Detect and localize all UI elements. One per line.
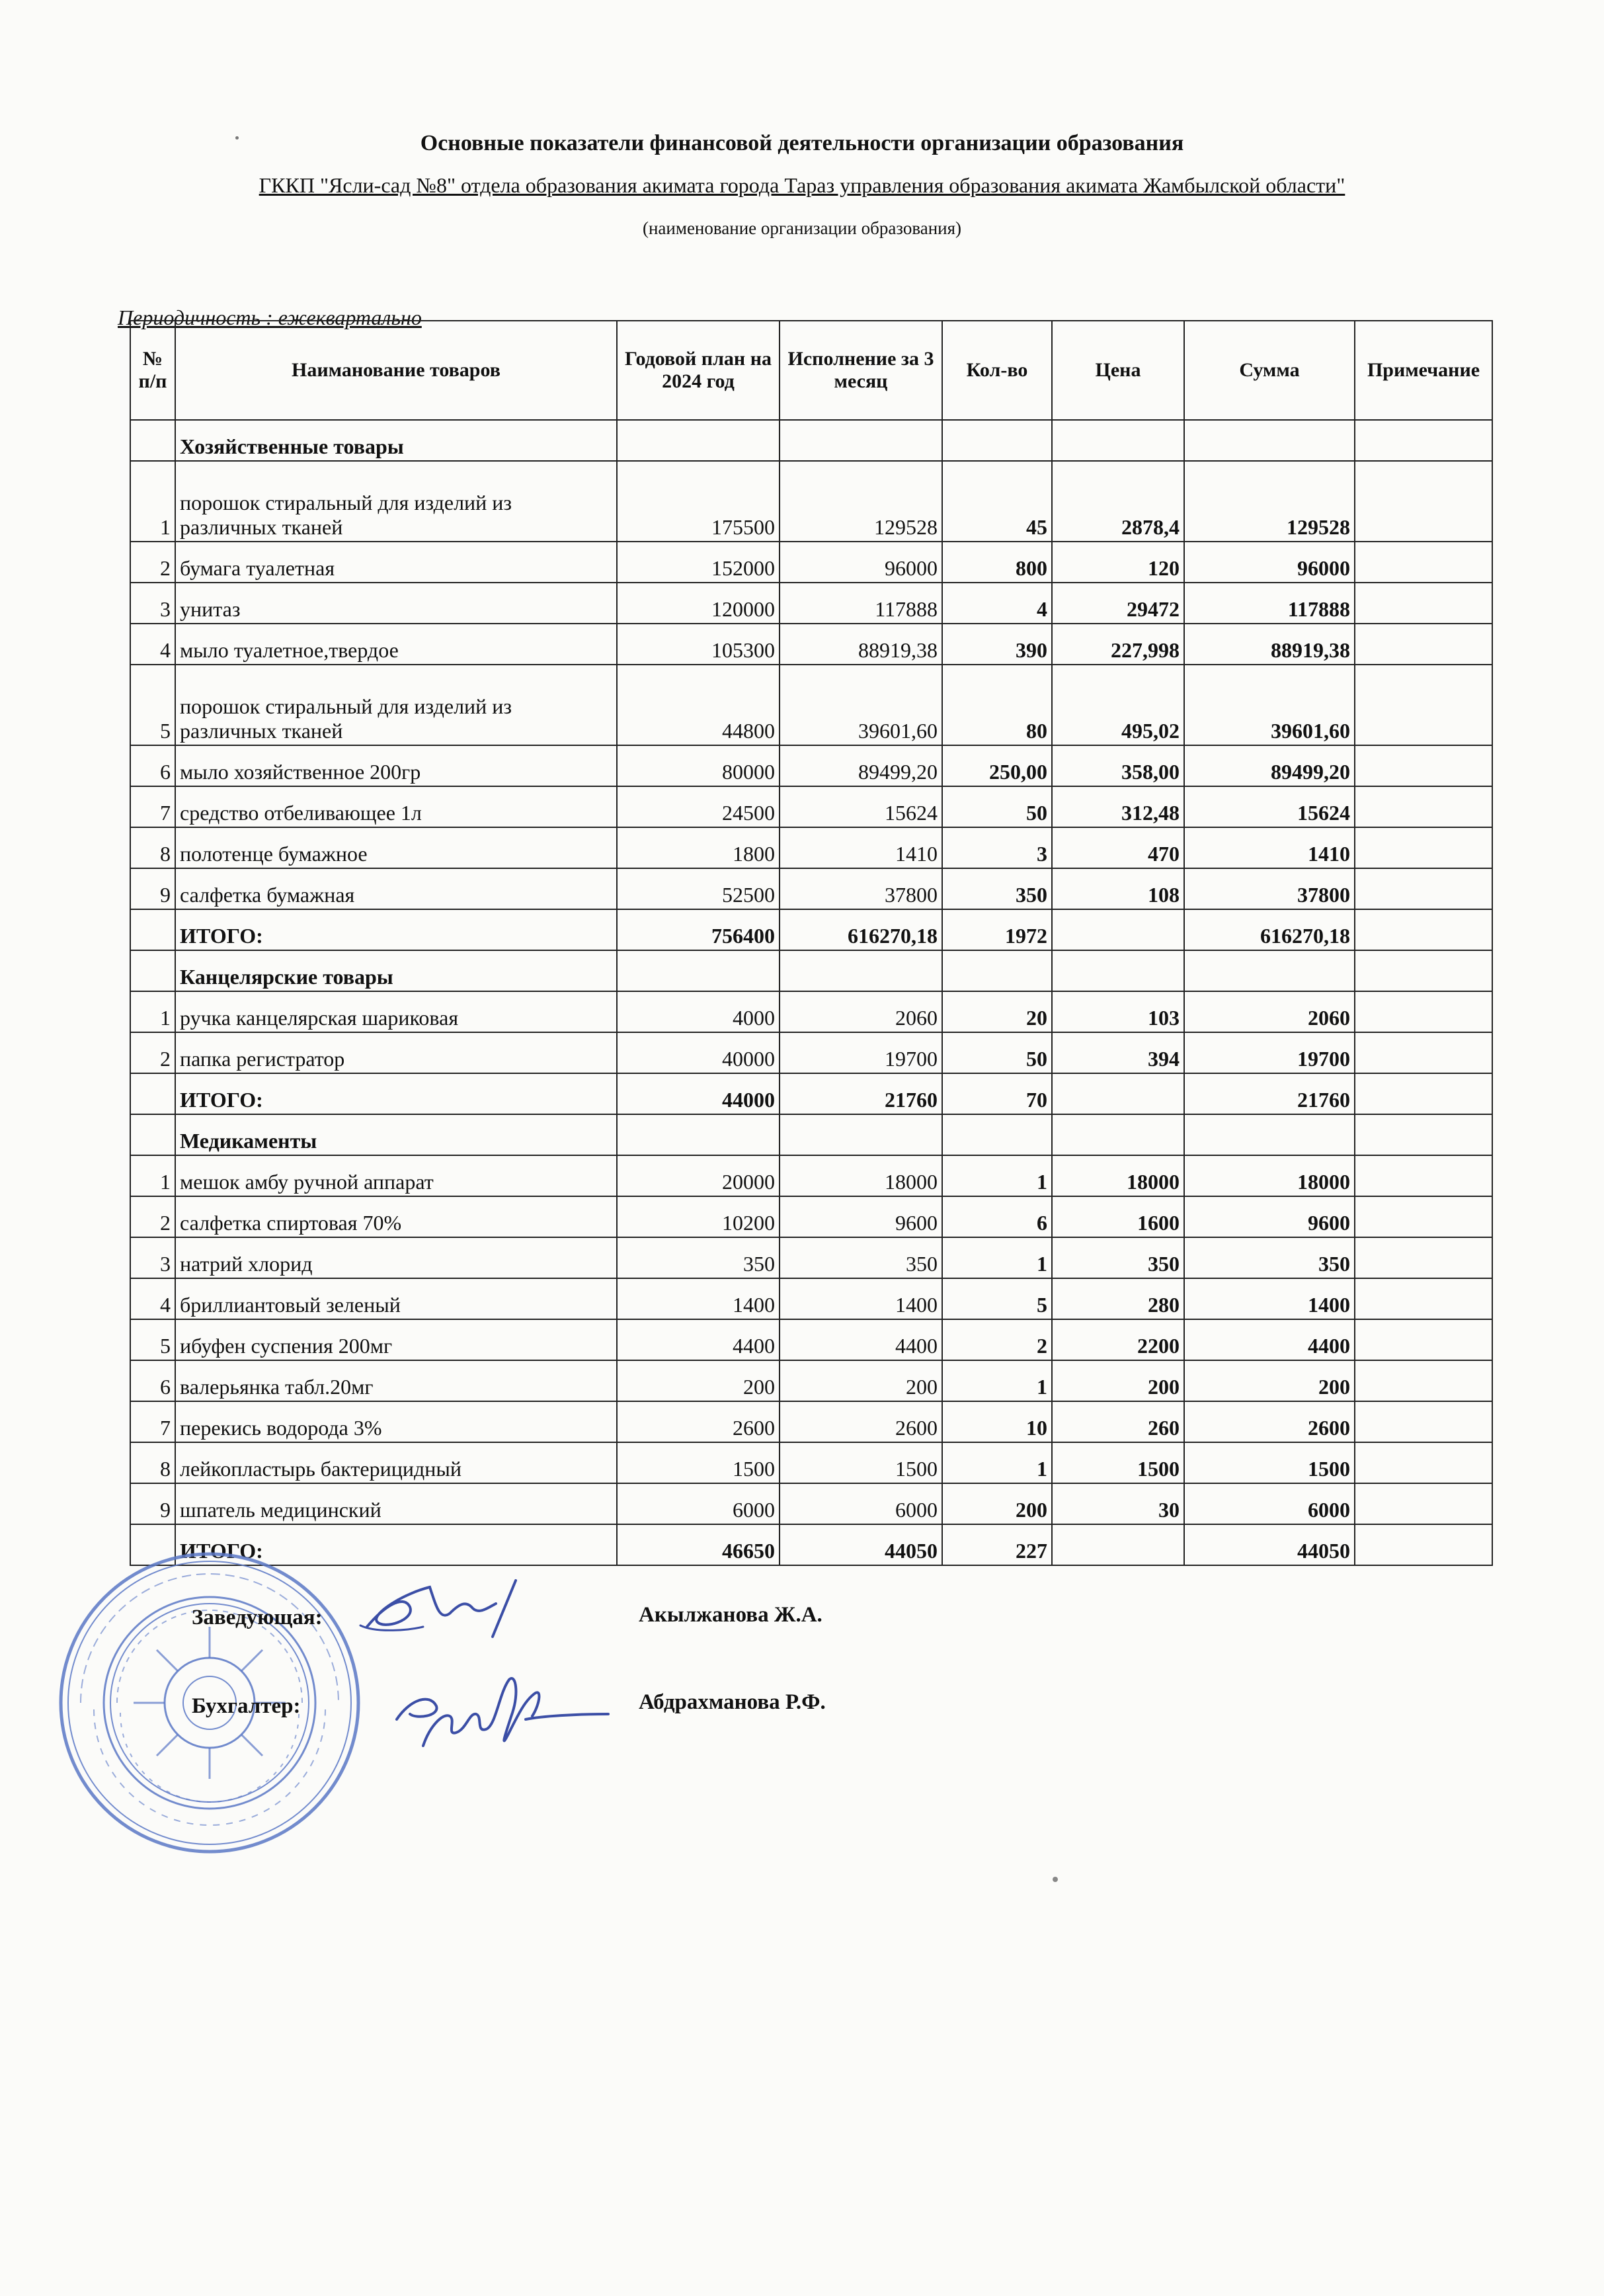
cell-execution: 39601,60 bbox=[780, 665, 942, 745]
cell-note bbox=[1355, 1442, 1492, 1483]
total-execution: 44050 bbox=[780, 1524, 942, 1565]
table-row bbox=[130, 1032, 1492, 1073]
cell-plan: 20000 bbox=[617, 1155, 780, 1196]
cell-execution: 117888 bbox=[780, 583, 942, 624]
cell-note bbox=[1355, 1196, 1492, 1237]
cell-quantity: 1 bbox=[942, 1155, 1052, 1196]
accountant-label: Бухгалтер: bbox=[192, 1694, 301, 1718]
cell-name: порошок стиральный для изделий из различных тканей bbox=[175, 665, 617, 745]
cell-sum: 1400 bbox=[1184, 1278, 1355, 1319]
total-label: ИТОГО: bbox=[175, 1524, 617, 1565]
cell-number: 4 bbox=[130, 1278, 175, 1319]
cell-plan: 52500 bbox=[617, 868, 780, 909]
cell-execution: 18000 bbox=[780, 1155, 942, 1196]
cell-name: шпатель медицинский bbox=[175, 1483, 617, 1524]
cell-number: 2 bbox=[130, 1196, 175, 1237]
table-row bbox=[130, 1278, 1492, 1319]
organization-name: ГККП "Ясли-сад №8" отдела образования акимата города Тараз управления образования акимата Жамбылской области" bbox=[259, 173, 1345, 197]
cell-quantity: 350 bbox=[942, 868, 1052, 909]
cell-sum: 15624 bbox=[1184, 786, 1355, 827]
total-quantity: 70 bbox=[942, 1073, 1052, 1114]
cell-execution: 6000 bbox=[780, 1483, 942, 1524]
cell-plan: 105300 bbox=[617, 624, 780, 665]
cell-name: средство отбеливающее 1л bbox=[175, 786, 617, 827]
cell-execution: 37800 bbox=[780, 868, 942, 909]
cell-sum: 4400 bbox=[1184, 1319, 1355, 1360]
table-row bbox=[130, 461, 1492, 542]
cell-plan: 4400 bbox=[617, 1319, 780, 1360]
cell-sum: 89499,20 bbox=[1184, 745, 1355, 786]
total-plan: 756400 bbox=[617, 909, 780, 950]
cell-note bbox=[1355, 1360, 1492, 1401]
table-row bbox=[130, 624, 1492, 665]
cell-note bbox=[1355, 1524, 1492, 1565]
cell-note bbox=[1355, 542, 1492, 583]
cell-quantity: 1 bbox=[942, 1442, 1052, 1483]
section-row bbox=[130, 1114, 1492, 1155]
col-header-name: Наиманование товаров bbox=[175, 321, 617, 420]
table-row bbox=[130, 1483, 1492, 1524]
cell-name: бумага туалетная bbox=[175, 542, 617, 583]
table-body bbox=[130, 420, 1492, 1565]
cell-note bbox=[1355, 665, 1492, 745]
cell-empty bbox=[942, 420, 1052, 461]
cell-sum: 88919,38 bbox=[1184, 624, 1355, 665]
cell-name: мыло хозяйственное 200гр bbox=[175, 745, 617, 786]
cell-note bbox=[1355, 991, 1492, 1032]
col-header-sum: Сумма bbox=[1184, 321, 1355, 420]
total-quantity: 1972 bbox=[942, 909, 1052, 950]
table-row bbox=[130, 786, 1492, 827]
cell-quantity: 250,00 bbox=[942, 745, 1052, 786]
table-header-row bbox=[130, 321, 1492, 420]
cell-empty bbox=[1184, 950, 1355, 991]
cell-execution: 2600 bbox=[780, 1401, 942, 1442]
cell-number: 6 bbox=[130, 1360, 175, 1401]
cell-name: ибуфен суспения 200мг bbox=[175, 1319, 617, 1360]
cell-price: 350 bbox=[1052, 1237, 1184, 1278]
table-row bbox=[130, 827, 1492, 868]
cell-price: 2200 bbox=[1052, 1319, 1184, 1360]
cell-number: 1 bbox=[130, 1155, 175, 1196]
cell-number: 9 bbox=[130, 1483, 175, 1524]
cell-note bbox=[1355, 1073, 1492, 1114]
cell-empty bbox=[942, 950, 1052, 991]
cell-note bbox=[1355, 583, 1492, 624]
cell-execution: 129528 bbox=[780, 461, 942, 542]
cell-note bbox=[1355, 1032, 1492, 1073]
col-header-execution: Исполнение за 3 месяц bbox=[780, 321, 942, 420]
cell-empty bbox=[1355, 950, 1492, 991]
cell-number: 2 bbox=[130, 542, 175, 583]
cell-sum: 39601,60 bbox=[1184, 665, 1355, 745]
cell-quantity: 800 bbox=[942, 542, 1052, 583]
col-header-plan: Годовой план на 2024 год bbox=[617, 321, 780, 420]
cell-plan: 1400 bbox=[617, 1278, 780, 1319]
cell-quantity: 10 bbox=[942, 1401, 1052, 1442]
scan-speck bbox=[1053, 1877, 1058, 1882]
head-signature-icon bbox=[357, 1567, 555, 1647]
cell-plan: 1500 bbox=[617, 1442, 780, 1483]
col-header-quantity: Кол-во bbox=[942, 321, 1052, 420]
total-row bbox=[130, 909, 1492, 950]
col-header-price: Цена bbox=[1052, 321, 1184, 420]
cell-note bbox=[1355, 461, 1492, 542]
accountant-name: Абдрахманова Р.Ф. bbox=[639, 1690, 826, 1714]
cell-sum: 19700 bbox=[1184, 1032, 1355, 1073]
cell-execution: 15624 bbox=[780, 786, 942, 827]
cell-empty bbox=[1184, 1114, 1355, 1155]
section-row bbox=[130, 950, 1492, 991]
periodicity-label: Периодичность : ежеквартально bbox=[118, 306, 422, 329]
head-name: Акылжанова Ж.А. bbox=[639, 1603, 822, 1627]
cell-execution: 2060 bbox=[780, 991, 942, 1032]
cell-quantity: 45 bbox=[942, 461, 1052, 542]
cell-empty bbox=[1355, 420, 1492, 461]
cell-price: 280 bbox=[1052, 1278, 1184, 1319]
cell-name: ручка канцелярская шариковая bbox=[175, 991, 617, 1032]
total-execution: 21760 bbox=[780, 1073, 942, 1114]
cell-number: 6 bbox=[130, 745, 175, 786]
cell-name: порошок стиральный для изделий из различных тканей bbox=[175, 461, 617, 542]
cell-empty bbox=[617, 420, 780, 461]
cell-sum: 117888 bbox=[1184, 583, 1355, 624]
cell-number: 8 bbox=[130, 1442, 175, 1483]
cell-execution: 1400 bbox=[780, 1278, 942, 1319]
cell-note bbox=[1355, 909, 1492, 950]
cell-name: мыло туалетное,твердое bbox=[175, 624, 617, 665]
cell-plan: 1800 bbox=[617, 827, 780, 868]
cell-execution: 96000 bbox=[780, 542, 942, 583]
cell-number: 7 bbox=[130, 1401, 175, 1442]
total-price bbox=[1052, 1524, 1184, 1565]
table-row bbox=[130, 745, 1492, 786]
accountant-signature-icon bbox=[383, 1653, 622, 1772]
cell-sum: 9600 bbox=[1184, 1196, 1355, 1237]
cell-quantity: 3 bbox=[942, 827, 1052, 868]
cell-name: бриллиантовый зеленый bbox=[175, 1278, 617, 1319]
cell-sum: 1500 bbox=[1184, 1442, 1355, 1483]
cell-plan: 350 bbox=[617, 1237, 780, 1278]
table-row bbox=[130, 1237, 1492, 1278]
cell-quantity: 200 bbox=[942, 1483, 1052, 1524]
cell-note bbox=[1355, 868, 1492, 909]
cell-name: мешок амбу ручной аппарат bbox=[175, 1155, 617, 1196]
cell-plan: 152000 bbox=[617, 542, 780, 583]
cell-sum: 200 bbox=[1184, 1360, 1355, 1401]
cell-price: 120 bbox=[1052, 542, 1184, 583]
table-row bbox=[130, 991, 1492, 1032]
cell-execution: 1500 bbox=[780, 1442, 942, 1483]
cell-sum: 96000 bbox=[1184, 542, 1355, 583]
cell-number bbox=[130, 420, 175, 461]
cell-sum: 2060 bbox=[1184, 991, 1355, 1032]
cell-empty bbox=[1355, 1114, 1492, 1155]
cell-price: 260 bbox=[1052, 1401, 1184, 1442]
cell-number: 8 bbox=[130, 827, 175, 868]
cell-price: 394 bbox=[1052, 1032, 1184, 1073]
cell-quantity: 1 bbox=[942, 1360, 1052, 1401]
total-label: ИТОГО: bbox=[175, 909, 617, 950]
cell-price: 200 bbox=[1052, 1360, 1184, 1401]
cell-price: 495,02 bbox=[1052, 665, 1184, 745]
total-price bbox=[1052, 1073, 1184, 1114]
cell-price: 18000 bbox=[1052, 1155, 1184, 1196]
cell-empty bbox=[1052, 1114, 1184, 1155]
cell-name: валерьянка табл.20мг bbox=[175, 1360, 617, 1401]
cell-number: 3 bbox=[130, 1237, 175, 1278]
table-row bbox=[130, 665, 1492, 745]
cell-empty bbox=[780, 1114, 942, 1155]
cell-quantity: 6 bbox=[942, 1196, 1052, 1237]
cell-note bbox=[1355, 1278, 1492, 1319]
cell-note bbox=[1355, 827, 1492, 868]
cell-plan: 10200 bbox=[617, 1196, 780, 1237]
cell-price: 29472 bbox=[1052, 583, 1184, 624]
col-header-note: Примечание bbox=[1355, 321, 1492, 420]
cell-price: 227,998 bbox=[1052, 624, 1184, 665]
cell-number: 4 bbox=[130, 624, 175, 665]
cell-plan: 24500 bbox=[617, 786, 780, 827]
total-plan: 44000 bbox=[617, 1073, 780, 1114]
cell-plan: 44800 bbox=[617, 665, 780, 745]
cell-quantity: 50 bbox=[942, 1032, 1052, 1073]
cell-name: лейкопластырь бактерицидный bbox=[175, 1442, 617, 1483]
total-plan: 46650 bbox=[617, 1524, 780, 1565]
section-title: Канцелярские товары bbox=[175, 950, 617, 991]
cell-plan: 40000 bbox=[617, 1032, 780, 1073]
section-title: Хозяйственные товары bbox=[175, 420, 617, 461]
head-label: Заведующая: bbox=[192, 1606, 323, 1629]
table-row bbox=[130, 1196, 1492, 1237]
cell-number bbox=[130, 909, 175, 950]
cell-plan: 2600 bbox=[617, 1401, 780, 1442]
cell-price: 30 bbox=[1052, 1483, 1184, 1524]
cell-price: 1600 bbox=[1052, 1196, 1184, 1237]
cell-empty bbox=[617, 950, 780, 991]
section-row bbox=[130, 420, 1492, 461]
cell-number: 9 bbox=[130, 868, 175, 909]
table-row bbox=[130, 583, 1492, 624]
cell-number: 2 bbox=[130, 1032, 175, 1073]
table-row bbox=[130, 1360, 1492, 1401]
table-row bbox=[130, 1155, 1492, 1196]
cell-quantity: 2 bbox=[942, 1319, 1052, 1360]
total-row bbox=[130, 1073, 1492, 1114]
cell-sum: 350 bbox=[1184, 1237, 1355, 1278]
table-row bbox=[130, 1401, 1492, 1442]
cell-quantity: 390 bbox=[942, 624, 1052, 665]
cell-note bbox=[1355, 1319, 1492, 1360]
table-row bbox=[130, 1442, 1492, 1483]
cell-execution: 200 bbox=[780, 1360, 942, 1401]
table-row bbox=[130, 1319, 1492, 1360]
cell-note bbox=[1355, 1483, 1492, 1524]
cell-number bbox=[130, 1073, 175, 1114]
cell-note bbox=[1355, 786, 1492, 827]
total-quantity: 227 bbox=[942, 1524, 1052, 1565]
cell-sum: 1410 bbox=[1184, 827, 1355, 868]
cell-name: унитаз bbox=[175, 583, 617, 624]
cell-number bbox=[130, 1114, 175, 1155]
table-row bbox=[130, 542, 1492, 583]
table-row bbox=[130, 868, 1492, 909]
cell-empty bbox=[1184, 420, 1355, 461]
total-sum: 21760 bbox=[1184, 1073, 1355, 1114]
cell-plan: 120000 bbox=[617, 583, 780, 624]
cell-note bbox=[1355, 1155, 1492, 1196]
cell-price: 358,00 bbox=[1052, 745, 1184, 786]
cell-number: 1 bbox=[130, 461, 175, 542]
cell-empty bbox=[617, 1114, 780, 1155]
cell-number: 5 bbox=[130, 1319, 175, 1360]
cell-sum: 2600 bbox=[1184, 1401, 1355, 1442]
cell-plan: 80000 bbox=[617, 745, 780, 786]
scan-speck bbox=[235, 136, 239, 140]
cell-quantity: 1 bbox=[942, 1237, 1052, 1278]
cell-sum: 18000 bbox=[1184, 1155, 1355, 1196]
cell-quantity: 50 bbox=[942, 786, 1052, 827]
cell-execution: 19700 bbox=[780, 1032, 942, 1073]
cell-number: 5 bbox=[130, 665, 175, 745]
col-header-number: № п/п bbox=[130, 321, 175, 420]
cell-plan: 4000 bbox=[617, 991, 780, 1032]
cell-name: перекись водорода 3% bbox=[175, 1401, 617, 1442]
cell-plan: 6000 bbox=[617, 1483, 780, 1524]
cell-name: салфетка бумажная bbox=[175, 868, 617, 909]
cell-sum: 6000 bbox=[1184, 1483, 1355, 1524]
cell-number: 1 bbox=[130, 991, 175, 1032]
total-execution: 616270,18 bbox=[780, 909, 942, 950]
cell-number: 3 bbox=[130, 583, 175, 624]
total-price bbox=[1052, 909, 1184, 950]
cell-plan: 200 bbox=[617, 1360, 780, 1401]
cell-name: полотенце бумажное bbox=[175, 827, 617, 868]
total-label: ИТОГО: bbox=[175, 1073, 617, 1114]
cell-name: натрий хлорид bbox=[175, 1237, 617, 1278]
cell-price: 1500 bbox=[1052, 1442, 1184, 1483]
cell-quantity: 5 bbox=[942, 1278, 1052, 1319]
cell-price: 470 bbox=[1052, 827, 1184, 868]
cell-price: 103 bbox=[1052, 991, 1184, 1032]
cell-empty bbox=[1052, 950, 1184, 991]
cell-price: 2878,4 bbox=[1052, 461, 1184, 542]
cell-empty bbox=[780, 420, 942, 461]
cell-note bbox=[1355, 1401, 1492, 1442]
cell-number bbox=[130, 950, 175, 991]
cell-execution: 350 bbox=[780, 1237, 942, 1278]
cell-empty bbox=[1052, 420, 1184, 461]
cell-price: 312,48 bbox=[1052, 786, 1184, 827]
cell-note bbox=[1355, 1237, 1492, 1278]
cell-quantity: 4 bbox=[942, 583, 1052, 624]
cell-number: 7 bbox=[130, 786, 175, 827]
total-sum: 616270,18 bbox=[1184, 909, 1355, 950]
document-title: Основные показатели финансовой деятельности организации образования bbox=[420, 131, 1184, 155]
cell-empty bbox=[780, 950, 942, 991]
cell-note bbox=[1355, 624, 1492, 665]
cell-empty bbox=[942, 1114, 1052, 1155]
cell-note bbox=[1355, 745, 1492, 786]
cell-sum: 129528 bbox=[1184, 461, 1355, 542]
financial-table bbox=[130, 320, 1493, 1566]
cell-quantity: 80 bbox=[942, 665, 1052, 745]
cell-price: 108 bbox=[1052, 868, 1184, 909]
cell-execution: 4400 bbox=[780, 1319, 942, 1360]
organization-caption: (наименование организации образования) bbox=[642, 218, 962, 238]
cell-execution: 89499,20 bbox=[780, 745, 942, 786]
cell-execution: 88919,38 bbox=[780, 624, 942, 665]
cell-plan: 175500 bbox=[617, 461, 780, 542]
cell-sum: 37800 bbox=[1184, 868, 1355, 909]
cell-quantity: 20 bbox=[942, 991, 1052, 1032]
section-title: Медикаменты bbox=[175, 1114, 617, 1155]
cell-name: папка регистратор bbox=[175, 1032, 617, 1073]
cell-execution: 1410 bbox=[780, 827, 942, 868]
total-sum: 44050 bbox=[1184, 1524, 1355, 1565]
cell-execution: 9600 bbox=[780, 1196, 942, 1237]
cell-name: салфетка спиртовая 70% bbox=[175, 1196, 617, 1237]
